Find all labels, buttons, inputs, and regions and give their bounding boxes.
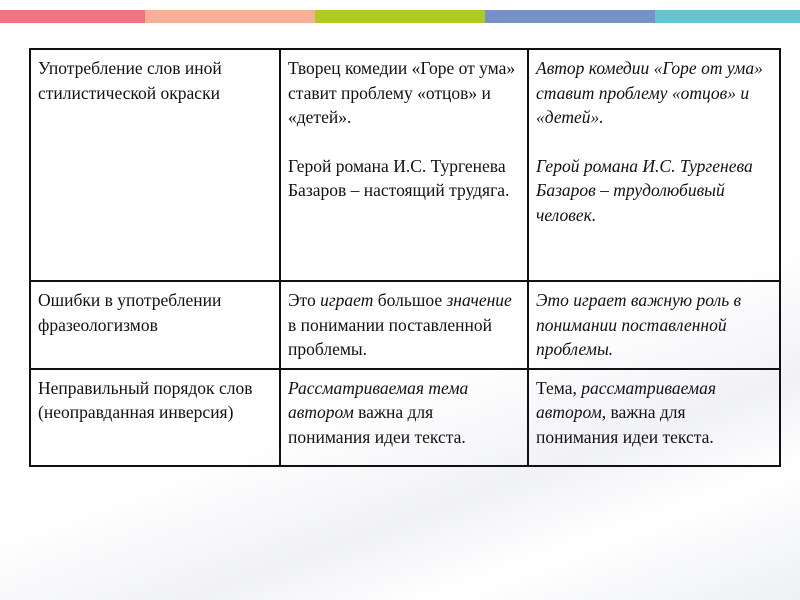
stripe-pink: [0, 10, 145, 23]
italic-text: Автор комедии «Горе от ума» ставит проблему «отцов» и «детей».: [536, 58, 763, 127]
error-type-cell: [30, 49, 280, 281]
error-type-cell: [30, 369, 280, 466]
correct-example-cell: [528, 49, 780, 281]
stripe-blue: [485, 10, 655, 23]
italic-text: Герой романа И.С. Тургенева Базаров – трудолюбивый человек.: [536, 155, 753, 225]
stripe-peach: [145, 10, 315, 23]
wrong-example-cell: [280, 281, 528, 369]
error-type: Ошибки в употреблении фразеологизмов: [38, 290, 222, 335]
correct-example-cell: [528, 369, 780, 466]
text: Тема,: [536, 377, 582, 398]
wrong-example-cell: [280, 369, 528, 466]
text: Это: [288, 290, 321, 310]
correct-example: [536, 154, 771, 228]
correct-example-cell: [528, 281, 780, 369]
text: , важна для понимания идеи текста.: [536, 402, 714, 447]
table-row: [30, 281, 780, 369]
error-type: Употребление слов иной стилистической окраски: [38, 58, 222, 103]
stripe-green: [315, 10, 485, 23]
italic-text: Рассматриваемая тема автором: [288, 377, 469, 422]
wrong-example-cell: [280, 49, 528, 281]
error-type-cell: [30, 281, 280, 369]
correct-example: [536, 56, 771, 130]
wrong-example: Творец комедии «Горе от ума» ставит проблему «отцов» и «детей».: [288, 58, 516, 127]
wrong-example: Герой романа И.С. Тургенева Базаров – настоящий трудяга.: [288, 155, 510, 200]
table-row: [30, 369, 780, 466]
italic-text: значение: [446, 290, 512, 310]
errors-table: [29, 48, 781, 467]
error-type: Неправильный порядок слов (неоправданная инверсия): [38, 377, 253, 422]
text: большое: [373, 290, 447, 310]
text: важна для понимания идеи текста.: [288, 402, 466, 447]
italic-text: Это играет важную роль в понимании поставленной проблемы.: [536, 290, 742, 359]
text: в понимании поставленной проблемы.: [288, 314, 493, 359]
italic-text: рассматриваемая автором: [536, 377, 716, 422]
table-row: [30, 49, 780, 281]
stripe-teal: [655, 10, 800, 23]
italic-text: играет: [320, 290, 374, 310]
